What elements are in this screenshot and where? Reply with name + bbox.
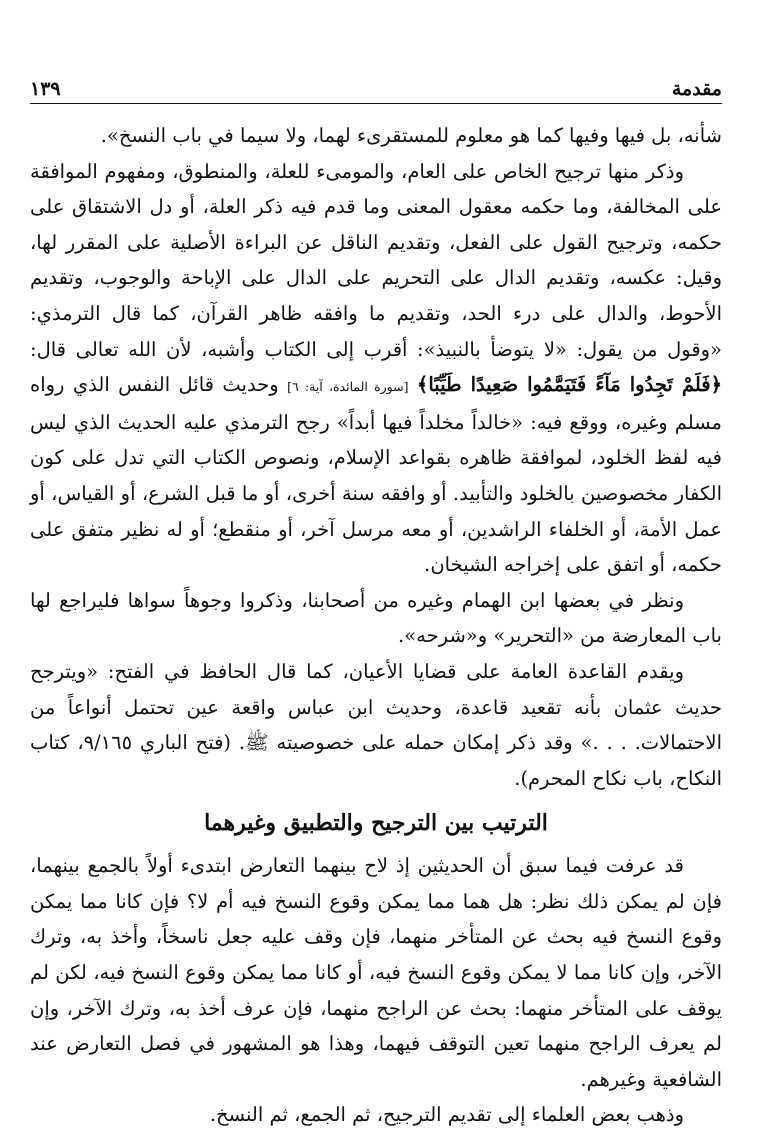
- verse-citation: [سورة المائدة، آية: ٦]: [287, 379, 409, 395]
- paragraph-3: ونظر في بعضها ابن الهمام وغيره من أصحابنا، وذكروا وجوهاً سواها فليراجع لها باب المعارضة من «التحرير» و«شرحه».: [30, 588, 722, 648]
- paragraph-1: شأنه، بل فيها وفيها كما هو معلوم للمستقرىء لهما، ولا سيما في باب النسخ».: [100, 124, 722, 147]
- chapter-title: مقدمة: [671, 78, 722, 100]
- paragraph-2-text: وذكر منها ترجيح الخاص على العام، والمومىء للعلة، والمنطوق، ومفهوم الموافقة على المخالفة، وما حكمه معقول المعنى وما قدم فيه ذكر العلة، أو دل الاشتقاق على حكمه، وترجيح القول على الفعل، وتقديم الناقل عن البراءة الأصلية على المقرر لها، وقيل: عكسه، وتقديم الدال على التحريم على الدال على الإباحة والوجوب، وتقديم الأحوط، والدال على درء الحد، وتقديم ما وافقه ظاهر القرآن، كما قال الترمذي: «وقول من يقول: «لا يتوضأ بالنبيذ»: أقرب إلى الكتاب وأشبه، لأن الله تعالى قال:: [30, 159, 722, 361]
- section-paragraph-2: وذهب بعض العلماء إلى تقديم الترجيح، ثم الجمع، ثم النسخ.: [209, 1103, 684, 1127]
- section-heading: الترتيب بين الترجيح والتطبيق وغيرهما: [204, 810, 548, 837]
- paragraph-4: ويقدم القاعدة العامة على قضايا الأعيان، كما قال الحافظ في الفتح: «ويترجح حديث عثمان بأنه تقعيد قاعدة، وحديث ابن عباس واقعة عين تحتمل أنواعاً من الاحتمالات. . . .» وقد ذكر إمكان حمله على خصوصيته ﷺ. (فتح الباري ٩/١٦٥، كتاب النكاح، باب نكاح المحرم).: [30, 659, 722, 790]
- paragraph-2-continued: وحديث قائل النفس الذي رواه مسلم وغيره، ووقع فيه: «خالداً مخلداً فيها أبداً» رجح الترمذي عليه الحديث الذي ليس فيه لفظ الخلود، لموافقة ظاهره بقواعد الإسلام، ونصوص الكتاب التي تدل على كون الكفار مخصوصين بالخلود والتأبيد. أو وافقه سنة أخرى، أو ما قبل الشرع، أو القياس، أو عمل الأمة، أو الخلفاء الراشدين، أو معه مرسل آخر، أو منقطع؛ أو له نظير متفق على حكمه، أو اتفق على إخراجه الشيخان.: [30, 373, 722, 577]
- page-body: [30, 118, 722, 1133]
- page-number: ١٣٩: [30, 78, 61, 100]
- running-head: [30, 70, 722, 100]
- quran-verse: ﴿فَلَمْ تَجِدُوا مَآءً فَتَيَمَّمُوا صَعِيدًا طَيِّبًا﴾: [416, 373, 723, 397]
- header-rule: [30, 103, 722, 104]
- section-paragraph-1: قد عرفت فيما سبق أن الحديثين إذ لاح بينهما التعارض ابتدىء أولاً بالجمع بينهما، فإن لم يمكن ذلك نظر: هل هما مما يمكن وقوع النسخ فيه أم لا؟ فإن كانا مما يمكن وقوع النسخ فيه بحث عن المتأخر منهما، فإن وقف عليه جعل ناسخاً، وأخذ به، وترك الآخر، وإن كانا مما لا يمكن وقوع النسخ فيه، أو كانا مما يمكن وقوع النسخ فيه، لكن لم يوقف على المتأخر منهما: بحث عن الراجح منهما، فإن عرف أخذ به، وترك الآخر، وإن لم يعرف الراجح منهما تعين التوقف فيهما، وهذا هو المشهور في فصل التعارض عند الشافعية وغيرهم.: [30, 854, 722, 1091]
- paragraph-2: [30, 154, 722, 583]
- book-page: [30, 0, 723, 1127]
